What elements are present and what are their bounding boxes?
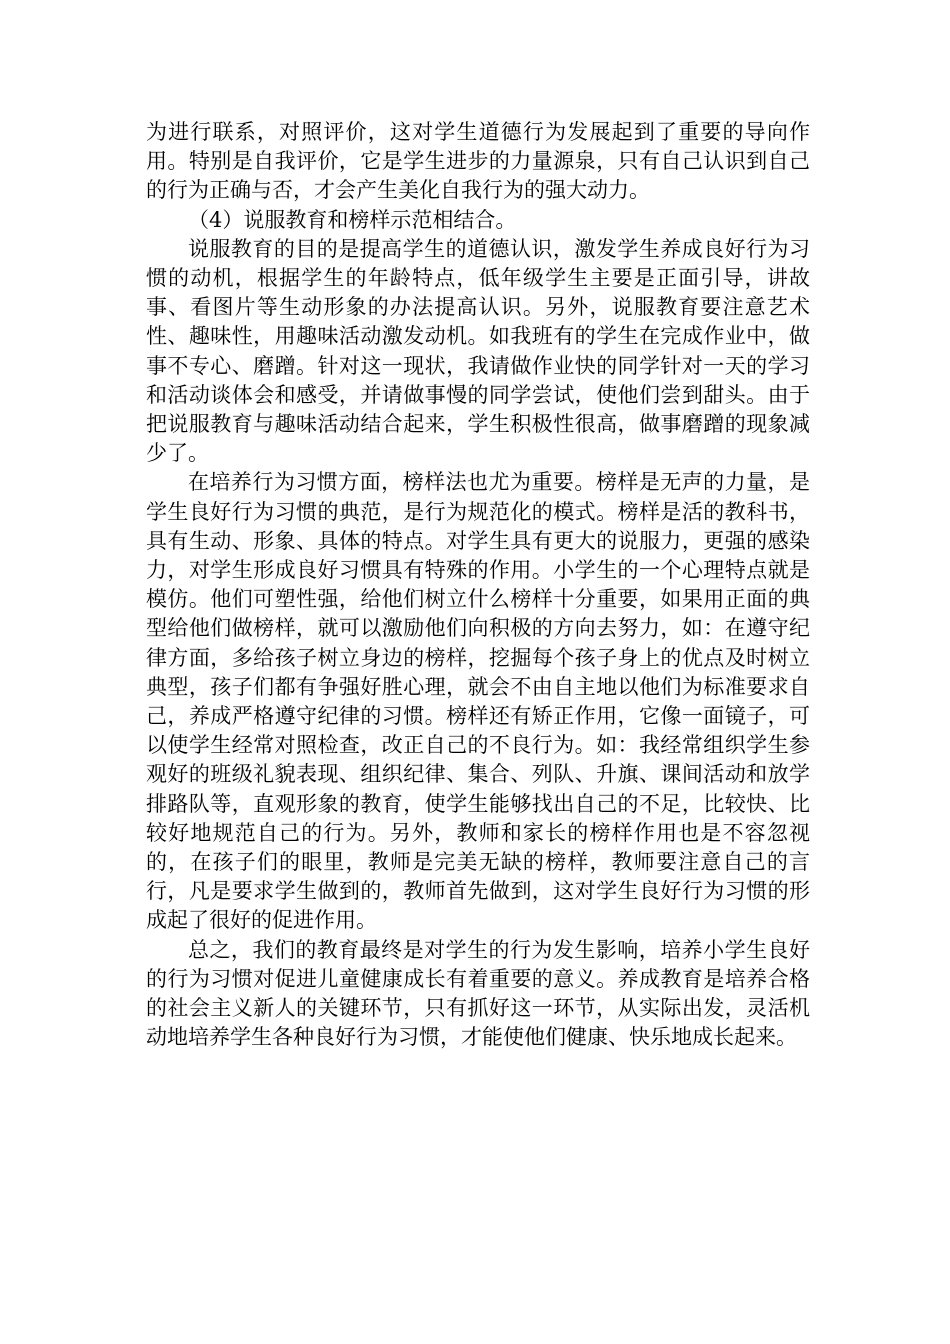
paragraph-conclusion: 总之，我们的教育最终是对学生的行为发生影响，培养小学生良好的行为习惯对促进儿童健康成长有着重要的意义。养成教育是培养合格的社会主义新人的关键环节，只有抓好这一环节，从实际出发，灵活机动地培养学生各种良好行为习惯，才能使他们健康、快乐地成长起来。 (146, 937, 810, 1050)
paragraph-persuasion: 说服教育的目的是提高学生的道德认识，激发学生养成良好行为习惯的动机，根据学生的年龄特点，低年级学生主要是正面引导，讲故事、看图片等生动形象的办法提高认识。另外，说服教育要注意艺术性、趣味性，用趣味活动激发动机。如我班有的学生在完成作业中，做事不专心、磨蹭。针对这一现状，我请做作业快的同学针对一天的学习和活动谈体会和感受，并请做事慢的同学尝试，使他们尝到甜头。由于把说服教育与趣味活动结合起来，学生积极性很高，做事磨蹭的现象减少了。 (146, 236, 810, 466)
section-heading-4: （4）说服教育和榜样示范相结合。 (188, 207, 517, 232)
paragraph-role-model: 在培养行为习惯方面，榜样法也尤为重要。榜样是无声的力量，是学生良好行为习惯的典范，是行为规范化的模式。榜样是活的教科书，具有生动、形象、具体的特点。对学生具有更大的说服力，更强的感染力，对学生形成良好习惯具有特殊的作用。小学生的一个心理特点就是模仿。他们可塑性强，给他们树立什么榜样十分重要，如果用正面的典型给他们做榜样，就可以激励他们向积极的方向去努力，如：在遵守纪律方面，多给孩子树立身边的榜样，挖掘每个孩子身上的优点及时树立典型，孩子们都有争强好胜心理，就会不由自主地以他们为标准要求自己，养成严格遵守纪律的习惯。榜样还有矫正作用，它像一面镜子，可以使学生经常对照检查，改正自己的不良行为。如：我经常组织学生参观好的班级礼貌表现、组织纪律、集合、列队、升旗、课间活动和放学排路队等，直观形象的教育，使学生能够找出自己的不足，比较快、比较好地规范自己的行为。另外，教师和家长的榜样作用也是不容忽视的，在孩子们的眼里，教师是完美无缺的榜样，教师要注意自己的言行，凡是要求学生做到的，教师首先做到，这对学生良好行为习惯的形成起了很好的促进作用。 (146, 470, 810, 933)
paragraph-1: 为进行联系，对照评价，这对学生道德行为发展起到了重要的导向作用。特别是自我评价，它是学生进步的力量源泉，只有自己认识到自己的行为正确与否，才会产生美化自我行为的强大动力。 (146, 120, 810, 203)
document-body (146, 118, 810, 1053)
